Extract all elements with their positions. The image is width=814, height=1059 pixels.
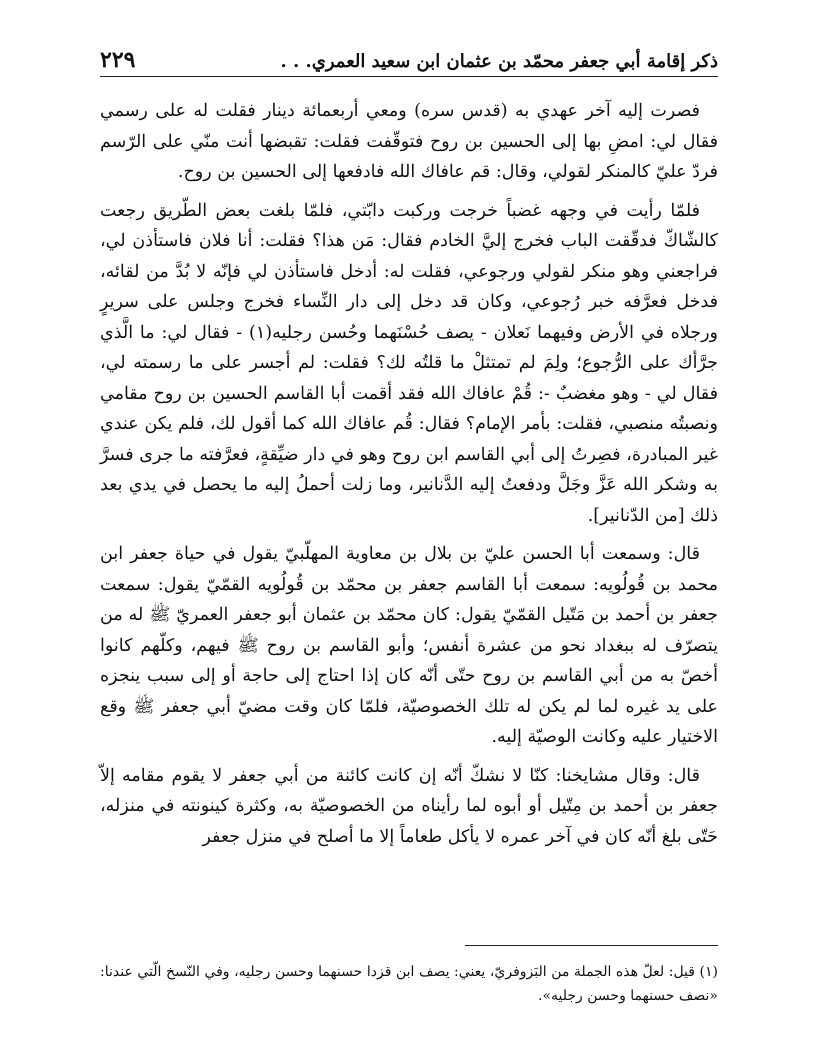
page-number: ٢٢٩ bbox=[100, 47, 136, 73]
paragraph: قال: وقال مشايخنا: كنّا لا نشكّ أنّه إن كانت كائنة من أبي جعفر لا يقوم مقامه إلاّ جعفر بن أحمد بن مِتّيل أو أبوه لما رأيناه من الخصوصيّة به، وكثرة كينونته في منزله، حَتّى بلغ أنّه كان في آخر عمره لا يأكل طعاماً إلا ما أصلح في منزل جعفر bbox=[100, 765, 718, 847]
footnote bbox=[100, 960, 718, 1008]
footnote-divider bbox=[465, 945, 718, 946]
running-title: ذكر إقامة أبي جعفر محمّد بن عثمان ابن سعيد العمري. . . bbox=[280, 51, 718, 72]
paragraph: قال: وسمعت أبا الحسن عليّ بن بلال بن معاوية المهلّبيّ يقول في حياة جعفر ابن محمد بن قُولُويه: سمعت أبا القاسم جعفر بن محمّد بن قُولُويه القمّيّ يقول: سمعت جعفر بن أحمد بن مَتّيل القمّيّ يقول: كان محمّد بن عثمان أبو جعفر العمريّ ﷺ له من يتصرّف له ببغداد نحو من عشرة أنفس؛ وأبو القاسم بن روح ﷺ فيهم، وكلّهم كانوا أخصّ به من أبي القاسم بن روح حتّى أنّه كان إذا احتاج إلى حاجة أو إلى سبب ينجزه على يد غيره لما لم يكن له تلك الخصوصيّة، فلمّا كان وقت مضيّ أبي جعفر ﷺ وقع الاختيار عليه وكانت الوصيّة إليه. bbox=[100, 544, 718, 747]
paragraph: فلمّا رأيت في وجهه غضباً خرجت وركبت دابّتي، فلمّا بلغت بعض الطّريق رجعت كالشّاكّ فدقّقت الباب فخرج إليَّ الخادم فقال: مَن هذا؟ فقلت: أنا فلان فاستأذن لي، فراجعني وهو منكر لقولي ورجوعي، فقلت له: أدخل فاستأذن لي فإنّه لا بُدَّ من لقائه، فدخل فعرَّفه خبر رُجوعي، وكان قد دخل إلى دار النِّساء فخرج وجلس على سريرٍ ورجلاه في الأرض وفيهما نَعلان - يصف حُسْنَهما وحُسن رجليه(١) - فقال لي: ما الَّذي جرَّأك على الرُّجوع؛ ولِمَ لم تمتثلْ ما قلتُه لك؟ فقلت: لم أجسر على ما رسمته لي، فقال لي - وهو مغضبٌ -: قُمْ عافاك الله فقد أقمت أبا القاسم الحسين بن روح مقامي ونصبتُه منصبي، فقلت: بأمر الإمام؟ فقال: قُم عافاك الله كما أقول لك، فلم يكن عندي غير المبادرة، فصِرتُ إلى أبي القاسم ابن روح وهو في دار ضيِّقةٍ، فعرَّفته ما جرى فسرَّ به وشكر الله عَزَّ وجَلَّ ودفعتُ إليه الدَّنانير، وما زلت أحملُ إليه ما يحصل في يدي بعد ذلك [من الدّنانير]. bbox=[100, 200, 719, 526]
footnote-text: (١) قيل: لعلّ هذه الجملة من البَزوفريّ، يعني: يصف ابن قزدا حسنهما وحسن رجليه، وفي النّسخ الّتي عندنا: «نصف حسنهما وحسن رجليه». bbox=[100, 964, 718, 1004]
page-header bbox=[100, 40, 718, 77]
paragraph: فصرت إليه آخر عهدي به (قدس سره) ومعي أربعمائة دينار فقلت له على رسمي فقال لي: امضِ بها إلى الحسين بن روح فتوقّفت فقلت: تقبضها أنت منّي على الرّسم فردّ عليّ كالمنكر لقولي، وقال: قم عافاك الله فادفعها إلى الحسين بن روح. bbox=[100, 101, 718, 182]
main-text bbox=[100, 96, 718, 860]
